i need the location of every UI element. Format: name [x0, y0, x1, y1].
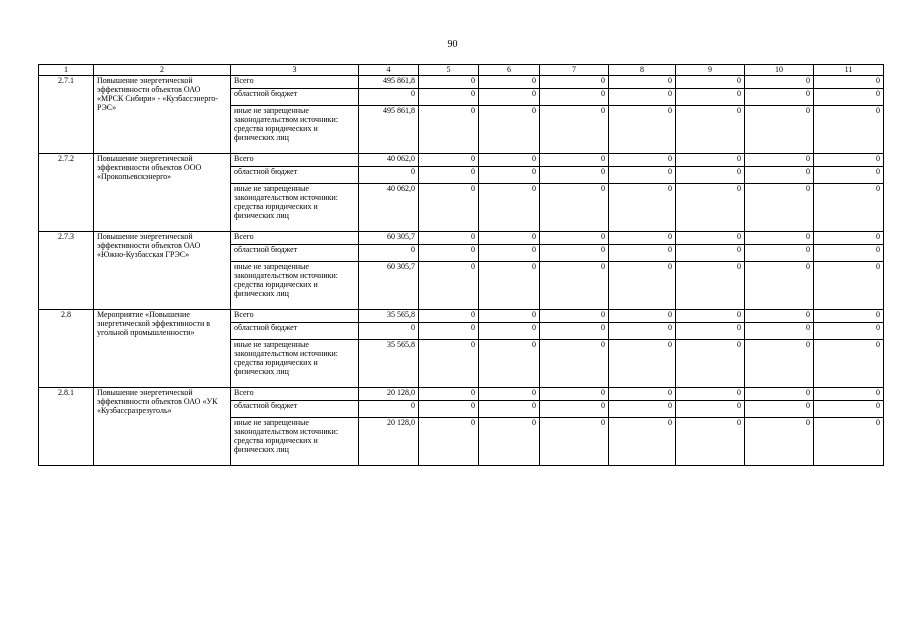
- column-header: 11: [814, 65, 884, 76]
- column-header: 9: [676, 65, 745, 76]
- item-number: 2.7.1: [39, 76, 94, 154]
- value-cell: 0: [745, 106, 814, 154]
- value-cell: 0: [540, 418, 609, 466]
- column-header: 4: [359, 65, 419, 76]
- value-cell: 60 305,7: [359, 232, 419, 245]
- value-cell: 0: [359, 167, 419, 184]
- value-cell: 0: [419, 388, 479, 401]
- legal-entities-label: средства юридических и физических лиц: [234, 202, 318, 220]
- value-cell: 0: [479, 167, 540, 184]
- value-cell: 0: [479, 89, 540, 106]
- value-cell: 0: [609, 418, 676, 466]
- funding-source-cell: областной бюджет: [231, 245, 359, 262]
- funding-source-cell: областной бюджет: [231, 323, 359, 340]
- value-cell: 0: [419, 167, 479, 184]
- value-cell: 0: [540, 262, 609, 310]
- value-cell: 0: [479, 232, 540, 245]
- value-cell: 0: [745, 232, 814, 245]
- other-sources-label: иные не запрещенные законодательством источники:: [234, 262, 339, 280]
- value-cell: 0: [676, 418, 745, 466]
- item-name: Мероприятие «Повышение энергетической эффективности в угольной промышленности»: [94, 310, 231, 388]
- value-cell: 60 305,7: [359, 262, 419, 310]
- item-number: 2.7.2: [39, 154, 94, 232]
- value-cell: 0: [814, 388, 884, 401]
- value-cell: 0: [479, 388, 540, 401]
- legal-entities-label: средства юридических и физических лиц: [234, 358, 318, 376]
- value-cell: 0: [609, 388, 676, 401]
- value-cell: 0: [540, 184, 609, 232]
- item-name: Повышение энергетической эффективности объектов ОАО «УК «Кузбассразрезуголь»: [94, 388, 231, 466]
- value-cell: 0: [745, 245, 814, 262]
- value-cell: 0: [745, 167, 814, 184]
- value-cell: 0: [359, 89, 419, 106]
- value-cell: 0: [609, 106, 676, 154]
- value-cell: 0: [479, 245, 540, 262]
- value-cell: 0: [814, 262, 884, 310]
- value-cell: 0: [745, 310, 814, 323]
- other-sources-label: иные не запрещенные законодательством источники:: [234, 418, 339, 436]
- value-cell: 0: [479, 310, 540, 323]
- value-cell: 0: [745, 388, 814, 401]
- item-number: 2.8.1: [39, 388, 94, 466]
- value-cell: 0: [479, 154, 540, 167]
- value-cell: 40 062,0: [359, 154, 419, 167]
- funding-source-cell: [231, 262, 359, 310]
- value-cell: 0: [479, 184, 540, 232]
- legal-entities-label: средства юридических и физических лиц: [234, 436, 318, 454]
- value-cell: 0: [676, 323, 745, 340]
- value-cell: 0: [609, 232, 676, 245]
- value-cell: 0: [419, 340, 479, 388]
- item-number: 2.7.3: [39, 232, 94, 310]
- value-cell: 0: [540, 76, 609, 89]
- value-cell: 0: [676, 76, 745, 89]
- item-name: Повышение энергетической эффективности объектов ООО «Прокопьевскэнерго»: [94, 154, 231, 232]
- value-cell: 0: [676, 262, 745, 310]
- value-cell: 0: [419, 76, 479, 89]
- total-row: [39, 76, 884, 89]
- value-cell: 0: [745, 401, 814, 418]
- value-cell: 0: [814, 76, 884, 89]
- value-cell: 0: [814, 154, 884, 167]
- value-cell: 0: [745, 340, 814, 388]
- value-cell: 0: [609, 76, 676, 89]
- funding-source-cell: [231, 418, 359, 466]
- value-cell: 495 861,8: [359, 76, 419, 89]
- value-cell: 0: [540, 106, 609, 154]
- value-cell: 40 062,0: [359, 184, 419, 232]
- value-cell: 0: [676, 106, 745, 154]
- funding-source-cell: областной бюджет: [231, 89, 359, 106]
- value-cell: 0: [676, 184, 745, 232]
- value-cell: 0: [540, 401, 609, 418]
- column-header: 7: [540, 65, 609, 76]
- funding-source-cell: [231, 184, 359, 232]
- total-row: [39, 232, 884, 245]
- value-cell: 35 565,8: [359, 310, 419, 323]
- funding-source-cell: Всего: [231, 76, 359, 89]
- value-cell: 0: [745, 323, 814, 340]
- value-cell: 0: [814, 340, 884, 388]
- value-cell: 0: [676, 340, 745, 388]
- value-cell: 0: [676, 89, 745, 106]
- value-cell: 0: [609, 89, 676, 106]
- value-cell: 0: [814, 323, 884, 340]
- funding-source-cell: [231, 340, 359, 388]
- value-cell: 0: [676, 245, 745, 262]
- column-header: 2: [94, 65, 231, 76]
- value-cell: 0: [609, 154, 676, 167]
- value-cell: 0: [609, 310, 676, 323]
- value-cell: 0: [814, 106, 884, 154]
- total-row: [39, 388, 884, 401]
- other-sources-label: иные не запрещенные законодательством источники:: [234, 340, 339, 358]
- value-cell: 0: [479, 340, 540, 388]
- value-cell: 0: [479, 418, 540, 466]
- other-sources-label: иные не запрещенные законодательством источники:: [234, 106, 339, 124]
- value-cell: 0: [419, 418, 479, 466]
- value-cell: 0: [745, 184, 814, 232]
- value-cell: 0: [609, 184, 676, 232]
- item-number: 2.8: [39, 310, 94, 388]
- value-cell: 0: [609, 245, 676, 262]
- value-cell: 0: [359, 323, 419, 340]
- value-cell: 0: [419, 232, 479, 245]
- value-cell: 0: [814, 401, 884, 418]
- value-cell: 0: [359, 245, 419, 262]
- column-header: 8: [609, 65, 676, 76]
- value-cell: 0: [745, 262, 814, 310]
- value-cell: 0: [814, 310, 884, 323]
- value-cell: 0: [540, 388, 609, 401]
- funding-source-cell: областной бюджет: [231, 401, 359, 418]
- value-cell: 495 861,8: [359, 106, 419, 154]
- funding-table: [38, 64, 884, 466]
- table-body: [39, 76, 884, 466]
- value-cell: 0: [419, 401, 479, 418]
- value-cell: 0: [814, 245, 884, 262]
- value-cell: 20 128,0: [359, 388, 419, 401]
- value-cell: 0: [540, 310, 609, 323]
- value-cell: 0: [745, 418, 814, 466]
- value-cell: 0: [609, 323, 676, 340]
- value-cell: 0: [676, 167, 745, 184]
- value-cell: 0: [745, 76, 814, 89]
- column-header: 6: [479, 65, 540, 76]
- value-cell: 0: [479, 106, 540, 154]
- legal-entities-label: средства юридических и физических лиц: [234, 124, 318, 142]
- funding-source-cell: [231, 106, 359, 154]
- value-cell: 0: [745, 89, 814, 106]
- value-cell: 0: [609, 262, 676, 310]
- value-cell: 0: [814, 167, 884, 184]
- column-header: 3: [231, 65, 359, 76]
- value-cell: 0: [609, 340, 676, 388]
- value-cell: 0: [814, 89, 884, 106]
- value-cell: 35 565,8: [359, 340, 419, 388]
- value-cell: 0: [676, 232, 745, 245]
- value-cell: 0: [814, 184, 884, 232]
- legal-entities-label: средства юридических и физических лиц: [234, 280, 318, 298]
- column-number-row: [39, 65, 884, 76]
- value-cell: 0: [479, 76, 540, 89]
- item-name: Повышение энергетической эффективности объектов ОАО «Южно-Кузбасская ГРЭС»: [94, 232, 231, 310]
- value-cell: 0: [359, 401, 419, 418]
- funding-source-cell: областной бюджет: [231, 167, 359, 184]
- item-name: Повышение энергетической эффективности объектов ОАО «МРСК Сибири» - «Кузбассэнерго-РЭС»: [94, 76, 231, 154]
- value-cell: 0: [540, 340, 609, 388]
- value-cell: 0: [676, 310, 745, 323]
- value-cell: 0: [540, 232, 609, 245]
- funding-source-cell: Всего: [231, 154, 359, 167]
- value-cell: 0: [419, 184, 479, 232]
- funding-source-cell: Всего: [231, 232, 359, 245]
- funding-source-cell: Всего: [231, 310, 359, 323]
- value-cell: 0: [419, 323, 479, 340]
- total-row: [39, 310, 884, 323]
- value-cell: 0: [676, 401, 745, 418]
- value-cell: 0: [814, 418, 884, 466]
- value-cell: 0: [419, 245, 479, 262]
- value-cell: 20 128,0: [359, 418, 419, 466]
- value-cell: 0: [419, 89, 479, 106]
- value-cell: 0: [479, 401, 540, 418]
- value-cell: 0: [419, 154, 479, 167]
- column-header: 1: [39, 65, 94, 76]
- column-header: 10: [745, 65, 814, 76]
- value-cell: 0: [419, 310, 479, 323]
- value-cell: 0: [419, 106, 479, 154]
- column-header: 5: [419, 65, 479, 76]
- value-cell: 0: [419, 262, 479, 310]
- value-cell: 0: [479, 323, 540, 340]
- value-cell: 0: [745, 154, 814, 167]
- value-cell: 0: [676, 154, 745, 167]
- other-sources-label: иные не запрещенные законодательством источники:: [234, 184, 339, 202]
- value-cell: 0: [540, 89, 609, 106]
- value-cell: 0: [540, 245, 609, 262]
- value-cell: 0: [676, 388, 745, 401]
- value-cell: 0: [540, 154, 609, 167]
- value-cell: 0: [609, 401, 676, 418]
- value-cell: 0: [540, 323, 609, 340]
- value-cell: 0: [540, 167, 609, 184]
- page-number: 90: [447, 39, 458, 50]
- total-row: [39, 154, 884, 167]
- value-cell: 0: [479, 262, 540, 310]
- value-cell: 0: [609, 167, 676, 184]
- funding-source-cell: Всего: [231, 388, 359, 401]
- value-cell: 0: [814, 232, 884, 245]
